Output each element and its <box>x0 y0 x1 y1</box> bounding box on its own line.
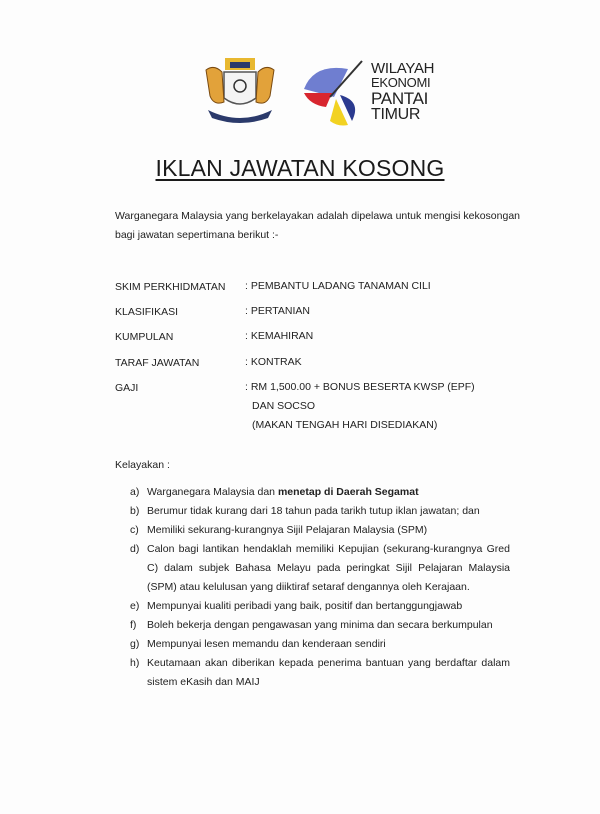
qualifications-heading: Kelayakan : <box>115 459 170 471</box>
ecer-line: TIMUR <box>371 106 421 123</box>
item-text-body: Berumur tidak kurang dari 18 tahun pada tarikh tutup iklan jawatan; dan <box>147 505 480 517</box>
detail-value: : PERTANIAN <box>245 305 310 317</box>
ecer-logo-text <box>371 62 434 122</box>
ecer-line: PANTAI <box>371 89 429 108</box>
detail-value: : PEMBANTU LADANG TANAMAN CILI <box>245 280 431 292</box>
item-text-bold: menetap di Daerah Segamat <box>277 486 419 498</box>
item-text-body: Boleh bekerja dengan pengawasan yang minima dan secara berkumpulan <box>147 619 493 631</box>
ecer-logo <box>300 57 370 127</box>
item-marker: h) <box>130 657 140 669</box>
item-text-body: Warganegara Malaysia dan <box>147 486 278 498</box>
detail-value: DAN SOCSO <box>252 400 316 412</box>
item-text <box>147 483 510 502</box>
item-marker: b) <box>130 505 140 517</box>
qualification-item <box>130 616 510 635</box>
item-text <box>147 597 510 616</box>
detail-label: SKIM PERKHIDMATAN <box>115 281 226 293</box>
ecer-line: EKONOMI <box>371 75 431 90</box>
page-title: IKLAN JAWATAN KOSONG <box>155 155 445 181</box>
detail-label: GAJI <box>115 382 139 394</box>
item-text <box>147 635 510 654</box>
detail-label: TARAF JAWATAN <box>115 357 200 369</box>
qualification-item <box>130 483 510 502</box>
intro-paragraph: Warganegara Malaysia yang berkelayakan adalah dipelawa untuk mengisi kekosongan bagi jawatan sepertimana berikut :- <box>115 210 520 241</box>
item-marker: g) <box>130 638 140 650</box>
item-marker: e) <box>130 600 140 612</box>
ecer-line: WILAYAH <box>371 60 435 77</box>
item-text <box>147 616 510 635</box>
item-text <box>147 521 510 540</box>
detail-value: : KEMAHIRAN <box>245 330 314 342</box>
detail-label: KUMPULAN <box>115 331 174 343</box>
qualification-item <box>130 654 510 692</box>
detail-value: : RM 1,500.00 + BONUS BESERTA KWSP (EPF) <box>245 381 475 393</box>
qualification-item <box>130 597 510 616</box>
detail-label: KLASIFIKASI <box>115 306 179 318</box>
detail-value: (MAKAN TENGAH HARI DISEDIAKAN) <box>252 419 438 431</box>
item-text-body: Calon bagi lantikan hendaklah memiliki Kepujian (sekurang-kurangnya Gred C) dalam subjek Bahasa Melayu pada peringkat Sijil Pelajaran Malaysia (SPM) atau kelulusan yang diiktiraf setaraf dengannya oleh Kerajaan. <box>147 543 510 593</box>
item-marker: a) <box>130 486 140 498</box>
johor-crest-logo <box>200 52 280 124</box>
item-text-body: Mempunyai lesen memandu dan kenderaan sendiri <box>147 638 386 650</box>
item-text-body: Keutamaan akan diberikan kepada penerima bantuan yang berdaftar dalam sistem eKasih dan MAIJ <box>147 657 510 688</box>
item-text <box>147 540 510 597</box>
item-text-body: Mempunyai kualiti peribadi yang baik, positif dan bertanggungjawab <box>147 600 463 612</box>
qualification-item <box>130 521 510 540</box>
item-marker: d) <box>130 543 140 555</box>
detail-value: : KONTRAK <box>245 356 302 368</box>
qualification-item <box>130 540 510 597</box>
qualification-item <box>130 635 510 654</box>
item-marker: f) <box>130 619 137 631</box>
qualification-item <box>130 502 510 521</box>
item-text-body: Memiliki sekurang-kurangnya Sijil Pelajaran Malaysia (SPM) <box>147 524 428 536</box>
item-marker: c) <box>130 524 139 536</box>
item-text <box>147 654 510 692</box>
item-text <box>147 502 510 521</box>
